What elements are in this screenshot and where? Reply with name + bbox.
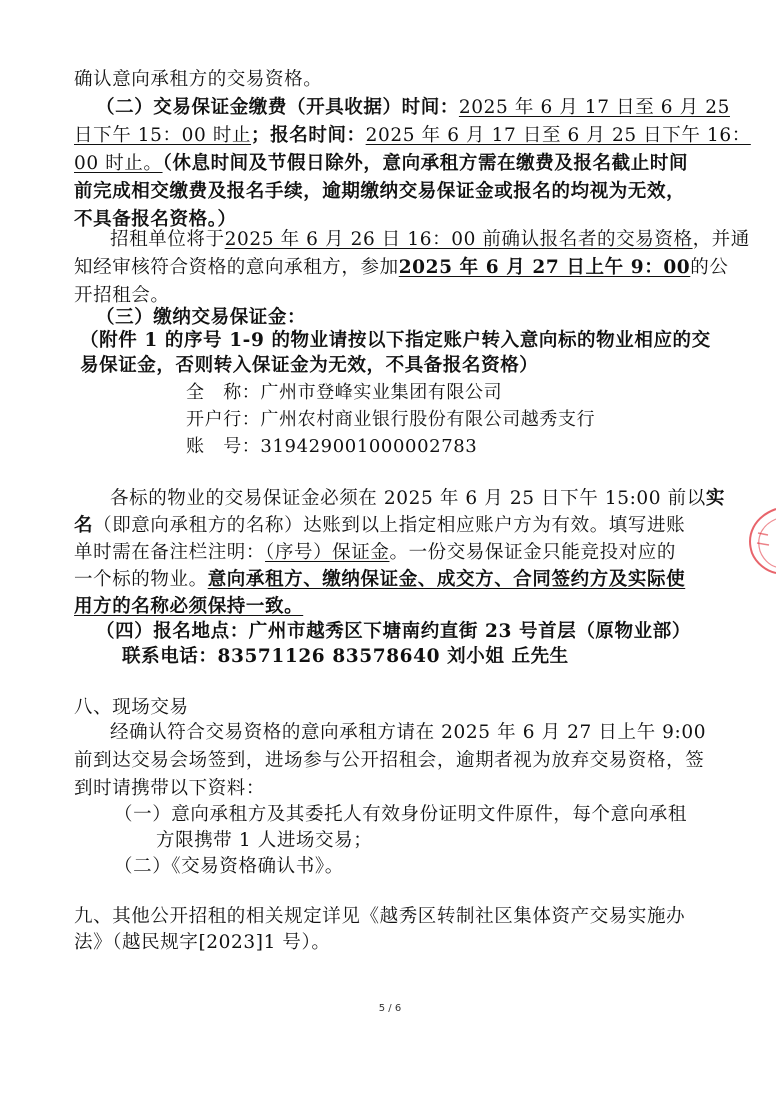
- notice-text: 不具备报名资格。）: [74, 209, 237, 230]
- paragraph-text: 招租单位将于: [110, 229, 225, 250]
- text-line: [74, 181, 685, 203]
- notice-text: 前完成相交缴费及报名手续，逾期缴纳交易保证金或报名的均视为无效，: [74, 181, 686, 202]
- text-line: [74, 906, 685, 928]
- account-bank: 广州农村商业银行股份有限公司越秀支行: [260, 409, 596, 430]
- list-item: [156, 830, 372, 852]
- emphasis-text: 实: [705, 488, 725, 509]
- field-label: 账 号：: [186, 436, 261, 457]
- text-line: [96, 307, 306, 329]
- section-heading: 八、现场交易: [74, 697, 189, 718]
- list-item-text: （二）《交易资格确认书》。: [114, 856, 344, 877]
- paragraph-text: 开招租会。: [74, 285, 170, 306]
- account-name-row: [186, 382, 502, 404]
- deposit-time-heading: （二）交易保证金缴费（开具收据）时间：: [96, 97, 459, 118]
- confirmation-deadline: 2025 年 6 月 26 日 16：00 前确认报名者的交易资格: [224, 229, 693, 250]
- text-line: [74, 542, 676, 564]
- section-heading: （三）缴纳交易保证金：: [96, 307, 307, 328]
- text-line: [74, 153, 688, 175]
- text-line: [74, 257, 728, 279]
- account-number: 319429001000002783: [260, 436, 478, 457]
- text-line: [74, 932, 330, 954]
- text-line: [110, 722, 706, 744]
- text-line: [74, 515, 685, 537]
- field-label: 全 称：: [186, 382, 261, 403]
- paragraph-text: 九、其他公开招租的相关规定详见《越秀区转制社区集体资产交易实施办: [74, 906, 686, 927]
- registration-location: （四）报名地点：广州市越秀区下塘南约直街 23 号首层（原物业部）: [96, 621, 691, 642]
- paragraph-text: 各标的物业的交易保证金必须在 2025 年 6 月 25 日下午 15:00 前以: [110, 488, 706, 509]
- registration-time-value: 00 时止。: [74, 153, 163, 174]
- paragraph-text: 确认意向承租方的交易资格。: [74, 69, 323, 90]
- notice-text: （附件 1 的序号 1-9 的物业请按以下指定账户转入意向标的物业相应的交: [80, 330, 711, 351]
- account-number-row: [186, 436, 477, 458]
- contact-phone: 联系电话：83571126 83578640 刘小姐 丘先生: [122, 646, 569, 667]
- name-consistency-rule: 用方的名称必须保持一致。: [74, 596, 304, 617]
- paragraph-text: 一个标的物业。: [74, 569, 208, 590]
- text-line: [74, 209, 237, 231]
- paragraph-text: 单时需在备注栏注明：: [74, 542, 266, 563]
- deposit-time-value: 2025 年 6 月 17 日至 6 月 25: [458, 97, 730, 118]
- list-item: [114, 804, 687, 826]
- paragraph-text: ，并通: [692, 229, 750, 250]
- paragraph-text: 前到达交易会场签到，进场参与公开招租会，逾期者视为放弃交易资格，签: [74, 750, 705, 771]
- list-item: [114, 856, 344, 878]
- text-line: [80, 355, 538, 377]
- seal-stamp-icon: [736, 505, 776, 575]
- deposit-time-value: 日下午 15：00 时止: [74, 125, 252, 146]
- account-name: 广州市登峰实业集团有限公司: [260, 382, 503, 403]
- text-line: [110, 229, 750, 251]
- field-label: 开户行：: [186, 409, 261, 430]
- list-item-text: 方限携带 1 人进场交易；: [156, 830, 373, 851]
- paragraph-text: 的公: [690, 257, 729, 278]
- registration-time-value: 2025 年 6 月 17 日至 6 月 25 日下午 16：: [365, 125, 751, 146]
- page-number: 5 / 6: [378, 1003, 402, 1014]
- notice-text: （休息时间及节假日除外，意向承租方需在缴费及报名截止时间: [162, 153, 689, 174]
- text-line: [74, 750, 704, 772]
- name-consistency-rule: 意向承租方、缴纳保证金、成交方、合同签约方及实际使: [207, 569, 686, 590]
- paragraph-text: 经确认符合交易资格的意向承租方请在 2025 年 6 月 27 日上午 9:00: [110, 722, 707, 743]
- text-line: [96, 621, 691, 643]
- text-line: [74, 569, 685, 591]
- paragraph-text: 到时请携带以下资料：: [74, 778, 266, 799]
- text-line: [74, 596, 303, 618]
- paragraph-text: 。一份交易保证金只能竞投对应的: [389, 542, 676, 563]
- text-line: [80, 330, 711, 352]
- text-line: [74, 697, 189, 719]
- emphasis-text: 名: [74, 515, 94, 536]
- text-line: [110, 488, 725, 510]
- paragraph-text: 法》（越民规字[2023]1 号）。: [74, 932, 331, 953]
- text-line: [74, 778, 265, 800]
- notice-text: 易保证金，否则转入保证金为无效，不具备报名资格）: [80, 355, 539, 376]
- remark-note: （序号）保证金: [265, 542, 390, 563]
- text-line: [122, 646, 569, 668]
- account-bank-row: [186, 409, 595, 431]
- paragraph-text: 知经审核符合资格的意向承租方，参加: [74, 257, 399, 278]
- text-line: [74, 125, 751, 147]
- paragraph-text: （即意向承租方的名称）达账到以上指定相应账户方为有效。填写进账: [93, 515, 686, 536]
- text-line: [96, 97, 730, 119]
- text-line: [74, 69, 322, 91]
- text-line: [74, 285, 170, 307]
- auction-time: 2025 年 6 月 27 日上午 9：00: [398, 257, 691, 278]
- registration-time-heading: ；报名时间：: [251, 125, 366, 146]
- list-item-text: （一）意向承租方及其委托人有效身份证明文件原件，每个意向承租: [114, 804, 688, 825]
